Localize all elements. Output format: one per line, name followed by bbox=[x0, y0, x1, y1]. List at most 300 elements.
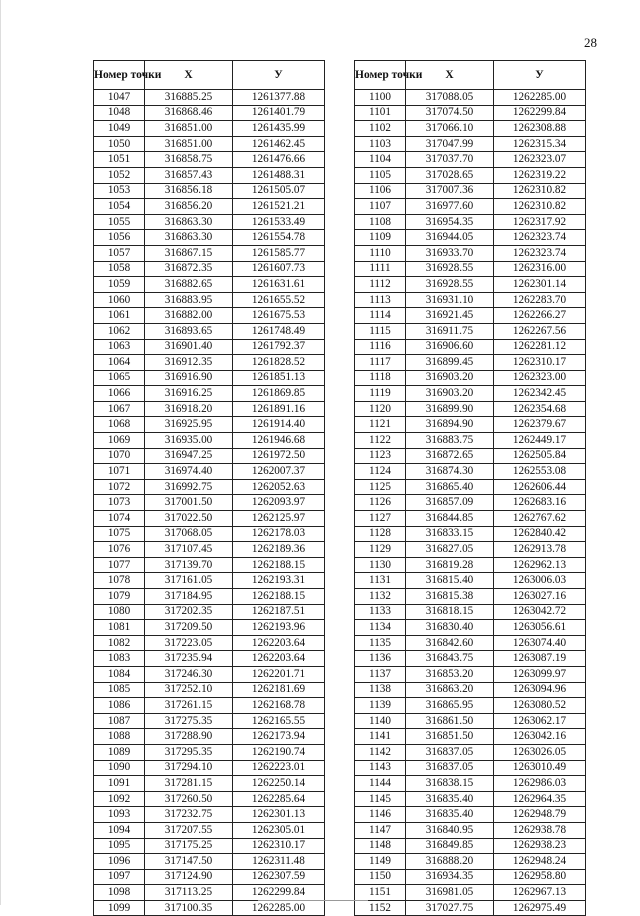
point-number-cell: 1088 bbox=[94, 729, 145, 745]
y-coordinate-cell: 1263080.52 bbox=[494, 698, 586, 714]
point-number-cell: 1105 bbox=[355, 167, 406, 183]
x-coordinate-cell: 316857.43 bbox=[145, 167, 233, 183]
x-coordinate-cell: 317281.15 bbox=[145, 776, 233, 792]
point-number-cell: 1086 bbox=[94, 698, 145, 714]
table-row bbox=[355, 339, 586, 355]
x-coordinate-cell: 316851.00 bbox=[145, 136, 233, 152]
x-coordinate-cell: 316921.45 bbox=[406, 308, 494, 324]
point-number-cell: 1101 bbox=[355, 105, 406, 121]
x-coordinate-cell: 316843.75 bbox=[406, 651, 494, 667]
y-coordinate-cell: 1262203.64 bbox=[233, 651, 325, 667]
table-row bbox=[94, 417, 325, 433]
table-row bbox=[94, 666, 325, 682]
table-row bbox=[94, 760, 325, 776]
x-coordinate-cell: 317139.70 bbox=[145, 557, 233, 573]
table-row bbox=[355, 308, 586, 324]
point-number-cell: 1057 bbox=[94, 245, 145, 261]
y-coordinate-cell: 1262323.74 bbox=[494, 230, 586, 246]
x-coordinate-cell: 316835.40 bbox=[406, 807, 494, 823]
y-coordinate-cell: 1261851.13 bbox=[233, 370, 325, 386]
x-coordinate-cell: 316893.65 bbox=[145, 323, 233, 339]
y-coordinate-cell: 1261655.52 bbox=[233, 292, 325, 308]
table-row bbox=[355, 776, 586, 792]
point-number-cell: 1137 bbox=[355, 666, 406, 682]
point-number-cell: 1130 bbox=[355, 557, 406, 573]
y-coordinate-cell: 1262285.00 bbox=[233, 900, 325, 916]
point-number-cell: 1106 bbox=[355, 183, 406, 199]
x-coordinate-cell: 316863.30 bbox=[145, 214, 233, 230]
x-coordinate-cell: 316858.75 bbox=[145, 152, 233, 168]
table-row bbox=[355, 698, 586, 714]
y-coordinate-cell: 1262178.03 bbox=[233, 526, 325, 542]
y-coordinate-cell: 1261891.16 bbox=[233, 401, 325, 417]
y-coordinate-cell: 1262913.78 bbox=[494, 542, 586, 558]
table-row bbox=[94, 822, 325, 838]
x-coordinate-cell: 316931.10 bbox=[406, 292, 494, 308]
x-coordinate-cell: 317124.90 bbox=[145, 869, 233, 885]
table-row bbox=[94, 854, 325, 870]
table-row bbox=[355, 620, 586, 636]
y-coordinate-cell: 1261505.07 bbox=[233, 183, 325, 199]
table-row bbox=[94, 604, 325, 620]
table-row bbox=[355, 760, 586, 776]
point-number-cell: 1067 bbox=[94, 401, 145, 417]
point-number-cell: 1053 bbox=[94, 183, 145, 199]
x-coordinate-cell: 316944.05 bbox=[406, 230, 494, 246]
table-row bbox=[94, 526, 325, 542]
y-coordinate-cell: 1263042.72 bbox=[494, 604, 586, 620]
x-coordinate-cell: 316844.85 bbox=[406, 511, 494, 527]
y-coordinate-cell: 1262606.44 bbox=[494, 479, 586, 495]
table-row bbox=[355, 199, 586, 215]
y-coordinate-cell: 1261377.88 bbox=[233, 90, 325, 106]
table-row bbox=[355, 511, 586, 527]
x-coordinate-cell: 317022.50 bbox=[145, 511, 233, 527]
table-row bbox=[355, 401, 586, 417]
x-coordinate-cell: 316894.90 bbox=[406, 417, 494, 433]
table-row bbox=[94, 136, 325, 152]
y-coordinate-cell: 1262190.74 bbox=[233, 744, 325, 760]
x-coordinate-cell: 316935.00 bbox=[145, 433, 233, 449]
x-coordinate-cell: 317047.99 bbox=[406, 136, 494, 152]
page-number: 28 bbox=[584, 35, 597, 50]
x-coordinate-cell: 316899.90 bbox=[406, 401, 494, 417]
table-row bbox=[94, 386, 325, 402]
point-number-cell: 1124 bbox=[355, 464, 406, 480]
table-row bbox=[94, 152, 325, 168]
x-coordinate-cell: 317288.90 bbox=[145, 729, 233, 745]
y-coordinate-cell: 1262962.13 bbox=[494, 557, 586, 573]
y-coordinate-cell: 1262315.34 bbox=[494, 136, 586, 152]
table-row bbox=[355, 807, 586, 823]
point-number-cell: 1096 bbox=[94, 854, 145, 870]
y-coordinate-cell: 1261607.73 bbox=[233, 261, 325, 277]
y-coordinate-cell: 1262285.00 bbox=[494, 90, 586, 106]
x-coordinate-cell: 317235.94 bbox=[145, 651, 233, 667]
y-coordinate-cell: 1261488.31 bbox=[233, 167, 325, 183]
table-row bbox=[355, 479, 586, 495]
point-number-cell: 1138 bbox=[355, 682, 406, 698]
x-coordinate-cell: 316925.95 bbox=[145, 417, 233, 433]
x-coordinate-cell: 317207.55 bbox=[145, 822, 233, 838]
y-coordinate-cell: 1262188.15 bbox=[233, 589, 325, 605]
x-coordinate-cell: 316863.20 bbox=[406, 682, 494, 698]
point-number-cell: 1094 bbox=[94, 822, 145, 838]
point-number-cell: 1103 bbox=[355, 136, 406, 152]
x-coordinate-cell: 317066.10 bbox=[406, 121, 494, 137]
table-row bbox=[355, 526, 586, 542]
table-row bbox=[94, 542, 325, 558]
table-row bbox=[94, 323, 325, 339]
x-coordinate-cell: 316874.30 bbox=[406, 464, 494, 480]
point-number-cell: 1134 bbox=[355, 620, 406, 636]
y-coordinate-cell: 1261585.77 bbox=[233, 245, 325, 261]
table-row bbox=[355, 245, 586, 261]
point-number-cell: 1084 bbox=[94, 666, 145, 682]
point-number-cell: 1131 bbox=[355, 573, 406, 589]
x-coordinate-cell: 317275.35 bbox=[145, 713, 233, 729]
y-coordinate-cell: 1262308.88 bbox=[494, 121, 586, 137]
y-coordinate-cell: 1262188.15 bbox=[233, 557, 325, 573]
y-coordinate-cell: 1261675.53 bbox=[233, 308, 325, 324]
x-coordinate-cell: 317028.65 bbox=[406, 167, 494, 183]
y-coordinate-cell: 1263087.19 bbox=[494, 651, 586, 667]
point-number-cell: 1090 bbox=[94, 760, 145, 776]
point-number-cell: 1081 bbox=[94, 620, 145, 636]
x-coordinate-cell: 316899.45 bbox=[406, 355, 494, 371]
y-coordinate-cell: 1262125.97 bbox=[233, 511, 325, 527]
x-coordinate-cell: 316856.20 bbox=[145, 199, 233, 215]
x-coordinate-cell: 316818.15 bbox=[406, 604, 494, 620]
y-coordinate-cell: 1262250.14 bbox=[233, 776, 325, 792]
point-number-cell: 1118 bbox=[355, 370, 406, 386]
y-coordinate-cell: 1262449.17 bbox=[494, 433, 586, 449]
table-row bbox=[94, 495, 325, 511]
x-coordinate-cell: 317223.05 bbox=[145, 635, 233, 651]
point-number-cell: 1069 bbox=[94, 433, 145, 449]
table-row bbox=[355, 729, 586, 745]
page-edge bbox=[0, 0, 1, 905]
table-row bbox=[94, 713, 325, 729]
y-coordinate-cell: 1262323.07 bbox=[494, 152, 586, 168]
y-coordinate-cell: 1262093.97 bbox=[233, 495, 325, 511]
y-coordinate-cell: 1261748.49 bbox=[233, 323, 325, 339]
table-row bbox=[94, 448, 325, 464]
y-coordinate-cell: 1262052.63 bbox=[233, 479, 325, 495]
table-row bbox=[94, 900, 325, 916]
y-coordinate-cell: 1262323.00 bbox=[494, 370, 586, 386]
table-row bbox=[355, 433, 586, 449]
table-row bbox=[355, 635, 586, 651]
y-coordinate-cell: 1262007.37 bbox=[233, 464, 325, 480]
y-coordinate-cell: 1262310.17 bbox=[494, 355, 586, 371]
x-coordinate-cell: 317175.25 bbox=[145, 838, 233, 854]
x-coordinate-cell: 316911.75 bbox=[406, 323, 494, 339]
point-number-cell: 1110 bbox=[355, 245, 406, 261]
table-row bbox=[94, 183, 325, 199]
x-coordinate-cell: 316933.70 bbox=[406, 245, 494, 261]
table-row bbox=[355, 386, 586, 402]
point-number-cell: 1119 bbox=[355, 386, 406, 402]
point-number-cell: 1152 bbox=[355, 900, 406, 916]
x-coordinate-cell: 316882.00 bbox=[145, 308, 233, 324]
table-row bbox=[355, 557, 586, 573]
x-coordinate-cell: 316830.40 bbox=[406, 620, 494, 636]
point-number-cell: 1059 bbox=[94, 277, 145, 293]
point-number-cell: 1065 bbox=[94, 370, 145, 386]
x-coordinate-cell: 316885.25 bbox=[145, 90, 233, 106]
y-coordinate-cell: 1262319.22 bbox=[494, 167, 586, 183]
y-coordinate-cell: 1262266.27 bbox=[494, 308, 586, 324]
x-coordinate-cell: 316882.65 bbox=[145, 277, 233, 293]
point-number-cell: 1140 bbox=[355, 713, 406, 729]
x-coordinate-cell: 316928.55 bbox=[406, 261, 494, 277]
table-row bbox=[355, 651, 586, 667]
x-coordinate-cell: 316837.05 bbox=[406, 760, 494, 776]
x-coordinate-cell: 316901.40 bbox=[145, 339, 233, 355]
x-coordinate-cell: 316815.40 bbox=[406, 573, 494, 589]
x-coordinate-cell: 317113.25 bbox=[145, 885, 233, 901]
y-coordinate-cell: 1263042.16 bbox=[494, 729, 586, 745]
y-coordinate-cell: 1262553.08 bbox=[494, 464, 586, 480]
x-coordinate-cell: 316865.40 bbox=[406, 479, 494, 495]
table-row bbox=[355, 713, 586, 729]
y-coordinate-cell: 1262201.71 bbox=[233, 666, 325, 682]
point-number-cell: 1123 bbox=[355, 448, 406, 464]
table-row bbox=[94, 261, 325, 277]
point-number-cell: 1079 bbox=[94, 589, 145, 605]
table-row bbox=[94, 744, 325, 760]
point-number-cell: 1114 bbox=[355, 308, 406, 324]
point-number-cell: 1098 bbox=[94, 885, 145, 901]
x-coordinate-cell: 316851.00 bbox=[145, 121, 233, 137]
y-coordinate-cell: 1262840.42 bbox=[494, 526, 586, 542]
table-row bbox=[355, 666, 586, 682]
table-row bbox=[355, 791, 586, 807]
x-coordinate-cell: 316868.46 bbox=[145, 105, 233, 121]
y-coordinate-cell: 1262307.59 bbox=[233, 869, 325, 885]
x-coordinate-cell: 316849.85 bbox=[406, 838, 494, 854]
y-coordinate-cell: 1262181.69 bbox=[233, 682, 325, 698]
table-row bbox=[94, 401, 325, 417]
y-coordinate-cell: 1262342.45 bbox=[494, 386, 586, 402]
x-coordinate-cell: 316853.20 bbox=[406, 666, 494, 682]
point-number-cell: 1142 bbox=[355, 744, 406, 760]
y-coordinate-cell: 1262223.01 bbox=[233, 760, 325, 776]
x-coordinate-cell: 316835.40 bbox=[406, 791, 494, 807]
table-row bbox=[355, 136, 586, 152]
table-row bbox=[94, 635, 325, 651]
point-number-cell: 1055 bbox=[94, 214, 145, 230]
point-number-cell: 1120 bbox=[355, 401, 406, 417]
x-coordinate-cell: 316819.28 bbox=[406, 557, 494, 573]
table-row bbox=[94, 245, 325, 261]
point-number-cell: 1132 bbox=[355, 589, 406, 605]
table-row bbox=[94, 682, 325, 698]
point-number-cell: 1085 bbox=[94, 682, 145, 698]
x-coordinate-cell: 316947.25 bbox=[145, 448, 233, 464]
table-row bbox=[94, 885, 325, 901]
table-row bbox=[94, 277, 325, 293]
table-row bbox=[355, 838, 586, 854]
y-coordinate-cell: 1263010.49 bbox=[494, 760, 586, 776]
y-coordinate-cell: 1261533.49 bbox=[233, 214, 325, 230]
table-row bbox=[355, 183, 586, 199]
y-coordinate-cell: 1263094.96 bbox=[494, 682, 586, 698]
y-coordinate-cell: 1262975.49 bbox=[494, 900, 586, 916]
point-number-cell: 1125 bbox=[355, 479, 406, 495]
y-coordinate-cell: 1263056.61 bbox=[494, 620, 586, 636]
point-number-cell: 1100 bbox=[355, 90, 406, 106]
x-coordinate-cell: 316974.40 bbox=[145, 464, 233, 480]
table-row bbox=[94, 355, 325, 371]
x-coordinate-cell: 316851.50 bbox=[406, 729, 494, 745]
x-coordinate-cell: 317037.70 bbox=[406, 152, 494, 168]
point-number-cell: 1151 bbox=[355, 885, 406, 901]
point-number-cell: 1072 bbox=[94, 479, 145, 495]
table-header-row bbox=[94, 61, 325, 90]
table-row bbox=[355, 292, 586, 308]
x-coordinate-cell: 316842.60 bbox=[406, 635, 494, 651]
table-row bbox=[94, 479, 325, 495]
y-coordinate-cell: 1262193.96 bbox=[233, 620, 325, 636]
point-number-cell: 1108 bbox=[355, 214, 406, 230]
y-coordinate-cell: 1262354.68 bbox=[494, 401, 586, 417]
x-coordinate-cell: 317232.75 bbox=[145, 807, 233, 823]
point-number-cell: 1092 bbox=[94, 791, 145, 807]
y-coordinate-cell: 1262168.78 bbox=[233, 698, 325, 714]
y-coordinate-cell: 1262310.17 bbox=[233, 838, 325, 854]
table-row bbox=[94, 838, 325, 854]
point-number-cell: 1116 bbox=[355, 339, 406, 355]
x-coordinate-cell: 316857.09 bbox=[406, 495, 494, 511]
point-number-cell: 1146 bbox=[355, 807, 406, 823]
x-coordinate-cell: 317107.45 bbox=[145, 542, 233, 558]
table-row bbox=[355, 214, 586, 230]
y-coordinate-cell: 1262505.84 bbox=[494, 448, 586, 464]
table-row bbox=[355, 682, 586, 698]
y-coordinate-cell: 1262317.92 bbox=[494, 214, 586, 230]
point-number-cell: 1078 bbox=[94, 573, 145, 589]
x-coordinate-cell: 316928.55 bbox=[406, 277, 494, 293]
x-coordinate-cell: 316977.60 bbox=[406, 199, 494, 215]
y-coordinate-cell: 1262938.23 bbox=[494, 838, 586, 854]
point-number-cell: 1054 bbox=[94, 199, 145, 215]
x-coordinate-cell: 317261.15 bbox=[145, 698, 233, 714]
point-number-cell: 1087 bbox=[94, 713, 145, 729]
y-coordinate-cell: 1261828.52 bbox=[233, 355, 325, 371]
x-coordinate-cell: 317068.05 bbox=[145, 526, 233, 542]
point-number-cell: 1056 bbox=[94, 230, 145, 246]
y-coordinate-cell: 1261869.85 bbox=[233, 386, 325, 402]
table-row bbox=[355, 542, 586, 558]
x-coordinate-cell: 316815.38 bbox=[406, 589, 494, 605]
y-coordinate-cell: 1263074.40 bbox=[494, 635, 586, 651]
coordinates-table-right bbox=[354, 60, 586, 916]
table-row bbox=[355, 573, 586, 589]
x-coordinate-cell: 316916.90 bbox=[145, 370, 233, 386]
y-coordinate-cell: 1262267.56 bbox=[494, 323, 586, 339]
table-row bbox=[94, 698, 325, 714]
x-coordinate-cell: 316837.05 bbox=[406, 744, 494, 760]
x-coordinate-cell: 317161.05 bbox=[145, 573, 233, 589]
point-number-cell: 1136 bbox=[355, 651, 406, 667]
y-coordinate-cell: 1262299.84 bbox=[233, 885, 325, 901]
x-coordinate-cell: 316856.18 bbox=[145, 183, 233, 199]
point-number-cell: 1127 bbox=[355, 511, 406, 527]
y-coordinate-cell: 1261631.61 bbox=[233, 277, 325, 293]
x-coordinate-cell: 317100.35 bbox=[145, 900, 233, 916]
x-coordinate-cell: 317295.35 bbox=[145, 744, 233, 760]
y-coordinate-cell: 1262958.80 bbox=[494, 869, 586, 885]
x-coordinate-cell: 317007.36 bbox=[406, 183, 494, 199]
table-row bbox=[355, 230, 586, 246]
point-number-cell: 1061 bbox=[94, 308, 145, 324]
table-row bbox=[94, 557, 325, 573]
point-number-cell: 1073 bbox=[94, 495, 145, 511]
x-coordinate-cell: 316981.05 bbox=[406, 885, 494, 901]
point-number-cell: 1089 bbox=[94, 744, 145, 760]
x-coordinate-cell: 317209.50 bbox=[145, 620, 233, 636]
point-number-cell: 1113 bbox=[355, 292, 406, 308]
x-coordinate-cell: 316992.75 bbox=[145, 479, 233, 495]
y-coordinate-cell: 1261946.68 bbox=[233, 433, 325, 449]
point-number-cell: 1064 bbox=[94, 355, 145, 371]
y-coordinate-cell: 1262281.12 bbox=[494, 339, 586, 355]
x-coordinate-cell: 316903.20 bbox=[406, 370, 494, 386]
y-coordinate-cell: 1262283.70 bbox=[494, 292, 586, 308]
point-number-cell: 1115 bbox=[355, 323, 406, 339]
x-coordinate-cell: 316916.25 bbox=[145, 386, 233, 402]
table-row bbox=[355, 105, 586, 121]
table-row bbox=[355, 869, 586, 885]
point-number-cell: 1077 bbox=[94, 557, 145, 573]
table-header-row bbox=[355, 61, 586, 90]
x-coordinate-cell: 316827.05 bbox=[406, 542, 494, 558]
x-coordinate-cell: 317027.75 bbox=[406, 900, 494, 916]
point-number-cell: 1097 bbox=[94, 869, 145, 885]
y-coordinate-cell: 1261521.21 bbox=[233, 199, 325, 215]
y-coordinate-cell: 1262305.01 bbox=[233, 822, 325, 838]
table-row bbox=[355, 822, 586, 838]
table-row bbox=[355, 900, 586, 916]
table-row bbox=[94, 791, 325, 807]
table-row bbox=[94, 214, 325, 230]
y-coordinate-cell: 1262683.16 bbox=[494, 495, 586, 511]
point-number-cell: 1150 bbox=[355, 869, 406, 885]
header-y: У bbox=[233, 61, 325, 90]
x-coordinate-cell: 317088.05 bbox=[406, 90, 494, 106]
x-coordinate-cell: 317202.35 bbox=[145, 604, 233, 620]
x-coordinate-cell: 316918.20 bbox=[145, 401, 233, 417]
table-row bbox=[94, 869, 325, 885]
y-coordinate-cell: 1262301.14 bbox=[494, 277, 586, 293]
point-number-cell: 1066 bbox=[94, 386, 145, 402]
x-coordinate-cell: 316883.75 bbox=[406, 433, 494, 449]
y-coordinate-cell: 1261401.79 bbox=[233, 105, 325, 121]
point-number-cell: 1060 bbox=[94, 292, 145, 308]
point-number-cell: 1104 bbox=[355, 152, 406, 168]
point-number-cell: 1052 bbox=[94, 167, 145, 183]
point-number-cell: 1112 bbox=[355, 277, 406, 293]
y-coordinate-cell: 1261476.66 bbox=[233, 152, 325, 168]
point-number-cell: 1129 bbox=[355, 542, 406, 558]
x-coordinate-cell: 317260.50 bbox=[145, 791, 233, 807]
header-x: X bbox=[406, 61, 494, 90]
y-coordinate-cell: 1263027.16 bbox=[494, 589, 586, 605]
table-row bbox=[355, 90, 586, 106]
y-coordinate-cell: 1262189.36 bbox=[233, 542, 325, 558]
